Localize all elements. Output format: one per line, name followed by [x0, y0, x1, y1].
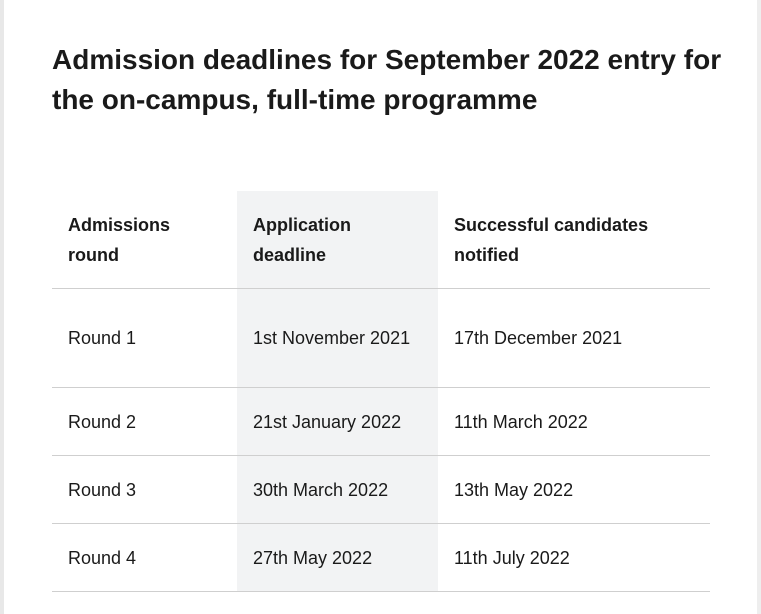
cell-notified: 11th July 2022 — [438, 524, 710, 592]
cell-notified: 11th March 2022 — [438, 388, 710, 456]
cell-round: Round 4 — [52, 524, 237, 592]
cell-round: Round 1 — [52, 289, 237, 388]
table-header-row — [52, 191, 710, 289]
right-edge-rule — [757, 0, 761, 614]
table-row — [52, 524, 710, 592]
deadlines-table — [52, 191, 710, 592]
cell-round: Round 2 — [52, 388, 237, 456]
cell-notified: 17th December 2021 — [438, 289, 710, 388]
page-title: Admission deadlines for September 2022 entry for the on-campus, full-time programme — [52, 44, 722, 115]
table-row — [52, 388, 710, 456]
header-candidates-notified: Successful candidates notified — [438, 191, 710, 289]
cell-round: Round 3 — [52, 456, 237, 524]
cell-notified: 13th May 2022 — [438, 456, 710, 524]
left-edge-rule — [0, 0, 4, 614]
cell-deadline: 30th March 2022 — [237, 456, 438, 524]
table-row — [52, 289, 710, 388]
table-row — [52, 456, 710, 524]
cell-deadline: 27th May 2022 — [237, 524, 438, 592]
cell-deadline: 21st January 2022 — [237, 388, 438, 456]
header-application-deadline: Application deadline — [237, 191, 438, 289]
header-admissions-round: Admissions round — [52, 191, 237, 289]
cell-deadline: 1st November 2021 — [237, 289, 438, 388]
